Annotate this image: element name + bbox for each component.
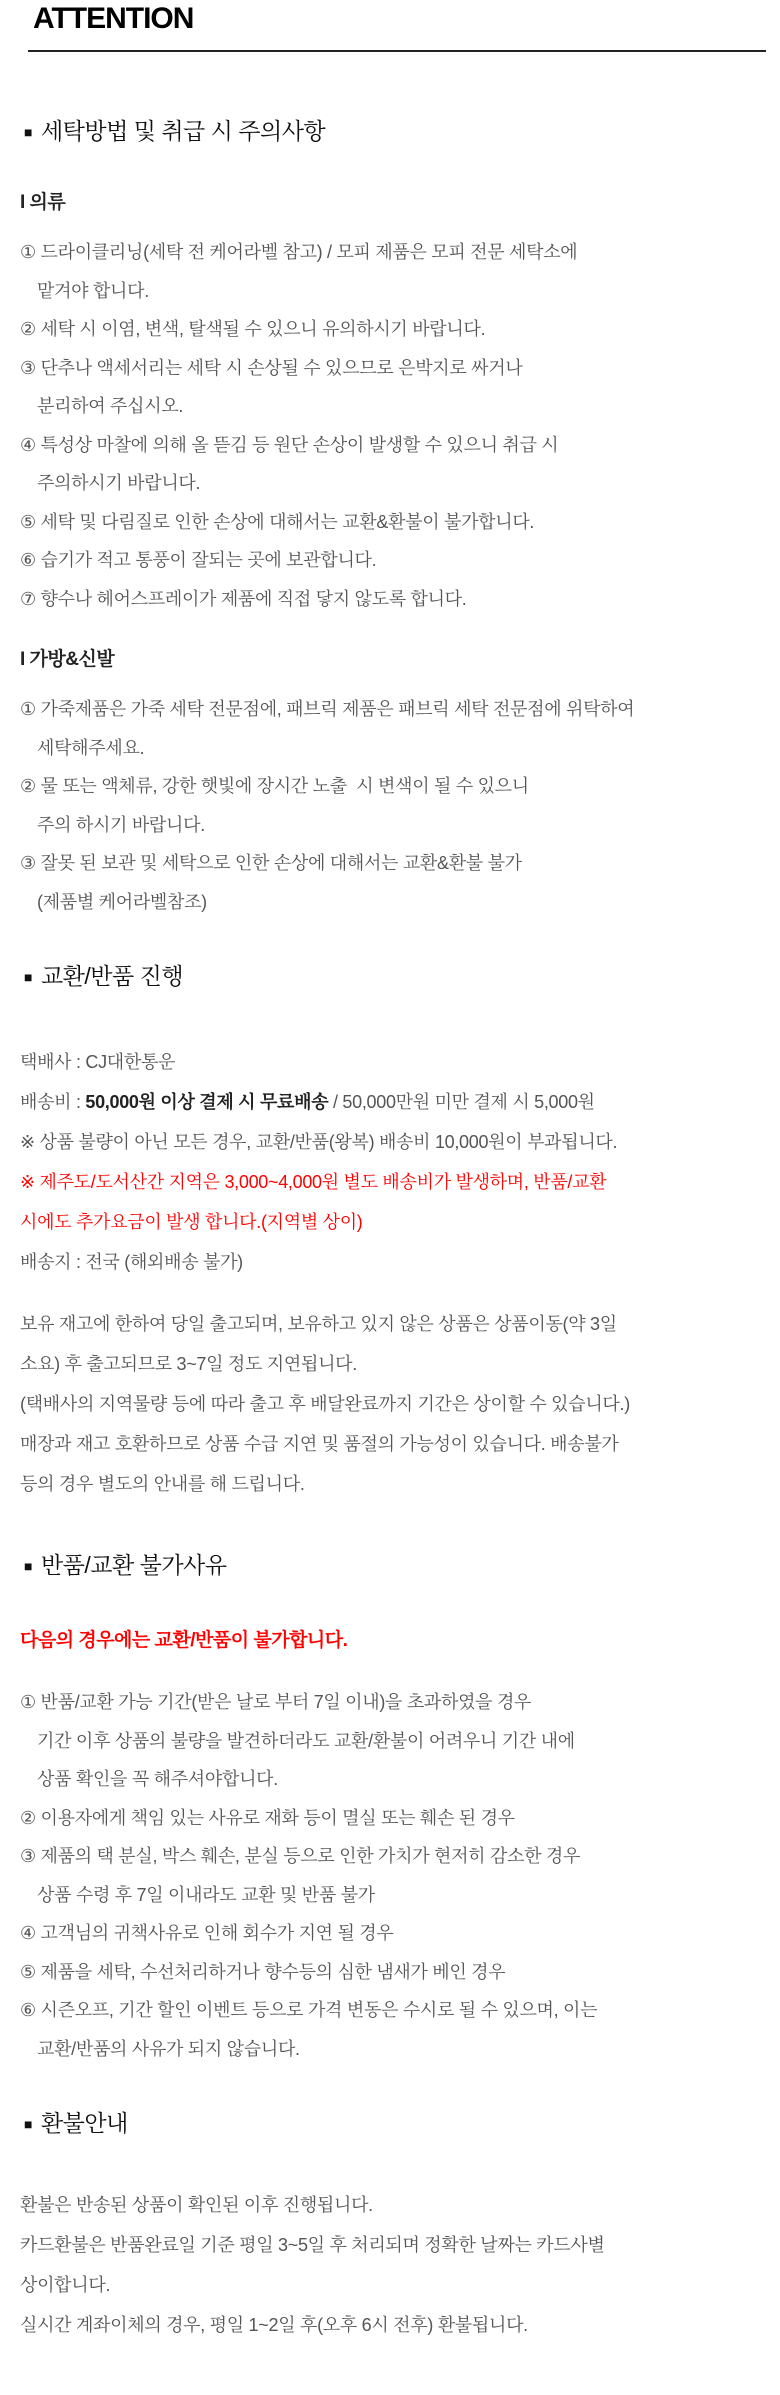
list-item: ④ 고객님의 귀책사유로 인해 회수가 지연 될 경우: [20, 1923, 394, 1943]
list-item: ⑤ 제품을 세탁, 수선처리하거나 향수등의 심한 냄새가 베인 경우: [20, 1961, 506, 1982]
paragraph-line: 보유 재고에 한하여 당일 출고되며, 보유하고 있지 않은 상품은 상품이동(약 3일: [20, 1314, 617, 1334]
exchange-section-heading-text: 교환/반품 진행: [40, 963, 184, 989]
square-bullet-icon: ■: [24, 2116, 32, 2132]
section-refund-guide: [0, 2108, 780, 2345]
page-title: ATTENTION: [33, 2, 194, 35]
island-surcharge-note-line: ※ 제주도/도서산간 지역은 3,000~4,000원 별도 배송비가 발생하며, 반품/교환: [20, 1172, 607, 1192]
bags-shoes-care-list: [20, 690, 780, 921]
list-item: ② 이용자에게 책임 있는 사유로 재화 등이 멸실 또는 훼손 된 경우: [20, 1807, 515, 1828]
refund-section-heading-text: 환불안내: [40, 2110, 128, 2136]
paragraph-line: 상이합니다.: [20, 2275, 111, 2295]
clothing-care-list: [20, 233, 780, 618]
paragraph-line: 등의 경우 별도의 안내를 해 드립니다.: [20, 1474, 305, 1494]
refund-section-heading: [24, 2108, 780, 2139]
bags-shoes-subheading: I 가방&신발: [20, 649, 115, 670]
list-item-continuation: (제품별 케어라벨참조): [37, 891, 207, 912]
shipping-fee-highlight: 50,000원 이상 결제 시 무료배송: [85, 1092, 329, 1112]
list-item: ⑥ 습기가 적고 통풍이 잘되는 곳에 보관합니다.: [20, 550, 377, 570]
shipping-fee-line: [20, 1082, 780, 1122]
square-bullet-icon: ■: [24, 969, 32, 985]
no-return-section-heading: [24, 1550, 780, 1581]
list-item: ③ 잘못 된 보관 및 세탁으로 인한 손상에 대해서는 교환&환불 불가: [20, 853, 522, 873]
paragraph-line: 실시간 계좌이체의 경우, 평일 1~2일 후(오후 6시 전후) 환불됩니다.: [20, 2315, 528, 2335]
list-item: ⑥ 시즌오프, 기간 할인 이벤트 등으로 가격 변동은 수시로 될 수 있으며, 이는: [20, 2000, 598, 2020]
square-bullet-icon: ■: [24, 1558, 32, 1574]
care-section-heading-text: 세탁방법 및 취급 시 주의사항: [40, 118, 326, 144]
section-no-return-reasons: [0, 1550, 780, 2068]
list-item: ① 가죽제품은 가죽 세탁 전문점에, 패브릭 제품은 패브릭 세탁 전문점에 위탁하여: [20, 699, 635, 719]
list-item: ② 세탁 시 이염, 변색, 탈색될 수 있으니 유의하시기 바랍니다.: [20, 319, 486, 339]
list-item-continuation: 분리하여 주십시오.: [37, 396, 184, 416]
shipping-info-block: [20, 1042, 780, 1282]
destination-line: 배송지 : 전국 (해외배송 불가): [20, 1252, 243, 1272]
list-item-continuation: 기간 이후 상품의 불량을 발견하더라도 교환/환불이 어려우니 기간 내에: [37, 1730, 575, 1751]
clothing-subheading: I 의류: [20, 192, 66, 213]
paragraph-line: 카드환불은 반품완료일 기준 평일 3~5일 후 처리되며 정확한 날짜는 카드사별: [20, 2235, 605, 2255]
courier-line: 택배사 : CJ대한통운: [20, 1052, 176, 1072]
shipping-fee-label: 배송비 :: [20, 1092, 86, 1112]
list-item: ⑤ 세탁 및 다림질로 인한 손상에 대해서는 교환&환불이 불가합니다.: [20, 511, 535, 532]
list-item: ③ 제품의 택 분실, 박스 훼손, 분실 등으로 인한 가치가 현저히 감소한 경우: [20, 1846, 581, 1866]
title-divider: [28, 50, 766, 52]
refund-info-paragraph: [20, 2185, 780, 2345]
list-item: ① 드라이클리닝(세탁 전 케어라벨 참고) / 모피 제품은 모피 전문 세탁소에: [20, 242, 578, 262]
list-item-continuation: 상품 수령 후 7일 이내라도 교환 및 반품 불가: [37, 1884, 375, 1905]
island-surcharge-note-line: 시에도 추가요금이 발생 합니다.(지역별 상이): [20, 1212, 363, 1232]
paragraph-line: (택배사의 지역물량 등에 따라 출고 후 배달완료까지 기간은 상이할 수 있습니다.): [20, 1394, 630, 1414]
list-item-continuation: 세탁해주세요.: [37, 737, 145, 758]
list-item-continuation: 상품 확인을 꼭 해주셔야합니다.: [37, 1769, 278, 1789]
list-item: ② 물 또는 액체류, 강한 햇빛에 장시간 노출 시 변색이 될 수 있으니: [20, 776, 529, 796]
square-bullet-icon: ■: [24, 124, 32, 140]
list-item-continuation: 주의 하시기 바랍니다.: [37, 814, 205, 835]
list-item: ① 반품/교환 가능 기간(받은 날로 부터 7일 이내)을 초과하였을 경우: [20, 1692, 532, 1712]
list-item-continuation: 주의하시기 바랍니다.: [37, 473, 201, 493]
shipping-fee-rest: / 50,000만원 미만 결제 시 5,000원: [328, 1092, 595, 1112]
paragraph-line: 환불은 반송된 상품이 확인된 이후 진행됩니다.: [20, 2195, 373, 2215]
no-return-warning-text: 다음의 경우에는 교환/반품이 불가합니다.: [20, 1630, 348, 1651]
paragraph-line: 매장과 재고 호환하므로 상품 수급 지연 및 품절의 가능성이 있습니다. 배송불가: [20, 1434, 619, 1454]
list-item-continuation: 맡겨야 합니다.: [37, 280, 149, 301]
list-item: ④ 특성상 마찰에 의해 올 뜯김 등 원단 손상이 발생할 수 있으니 취급 시: [20, 434, 559, 455]
care-section-heading: [24, 116, 780, 147]
section-exchange-return-process: [0, 961, 780, 1504]
no-return-list: [20, 1683, 780, 2068]
list-item: ③ 단추나 액세서리는 세탁 시 손상될 수 있으므로 은박지로 싸거나: [20, 357, 523, 378]
no-return-section-heading-text: 반품/교환 불가사유: [40, 1552, 227, 1578]
surcharge-note-line: ※ 상품 불량이 아닌 모든 경우, 교환/반품(왕복) 배송비 10,000원이 부과됩니다.: [20, 1132, 618, 1152]
stock-notice-paragraph: [20, 1304, 780, 1504]
list-item: ⑦ 향수나 헤어스프레이가 제품에 직접 닿지 않도록 합니다.: [20, 588, 467, 609]
section-care-instructions: [0, 116, 780, 921]
paragraph-line: 소요) 후 출고되므로 3~7일 정도 지연됩니다.: [20, 1354, 357, 1374]
list-item-continuation: 교환/반품의 사유가 되지 않습니다.: [37, 2038, 300, 2059]
exchange-section-heading: [24, 961, 780, 992]
